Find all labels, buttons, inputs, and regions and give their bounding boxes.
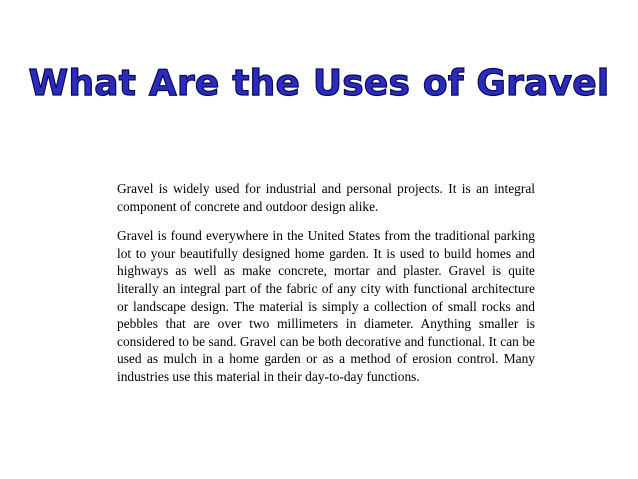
paragraph-intro: Gravel is widely used for industrial and personal projects. It is an integral component of concrete and outdoor design alike. [117, 181, 535, 214]
paragraph-details: Gravel is found everywhere in the United States from the traditional parking lot to your beautifully designed home garden. It is used to build homes and highways as well as make concrete, mortar and plaster. Gravel is quite literally an integral part of the fabric of any city with functional architecture or landscape design. The material is simply a collection of small rocks and pebbles that are over two millimeters in diameter. Anything smaller is considered to be sand. Gravel can be both decorative and functional. It can be used as mulch in a home garden or as a method of erosion control. Many industries use this material in their day-to-day functions. [117, 228, 535, 384]
slide-body [117, 180, 535, 398]
slide-title: What Are the Uses of Gravel [28, 63, 610, 104]
